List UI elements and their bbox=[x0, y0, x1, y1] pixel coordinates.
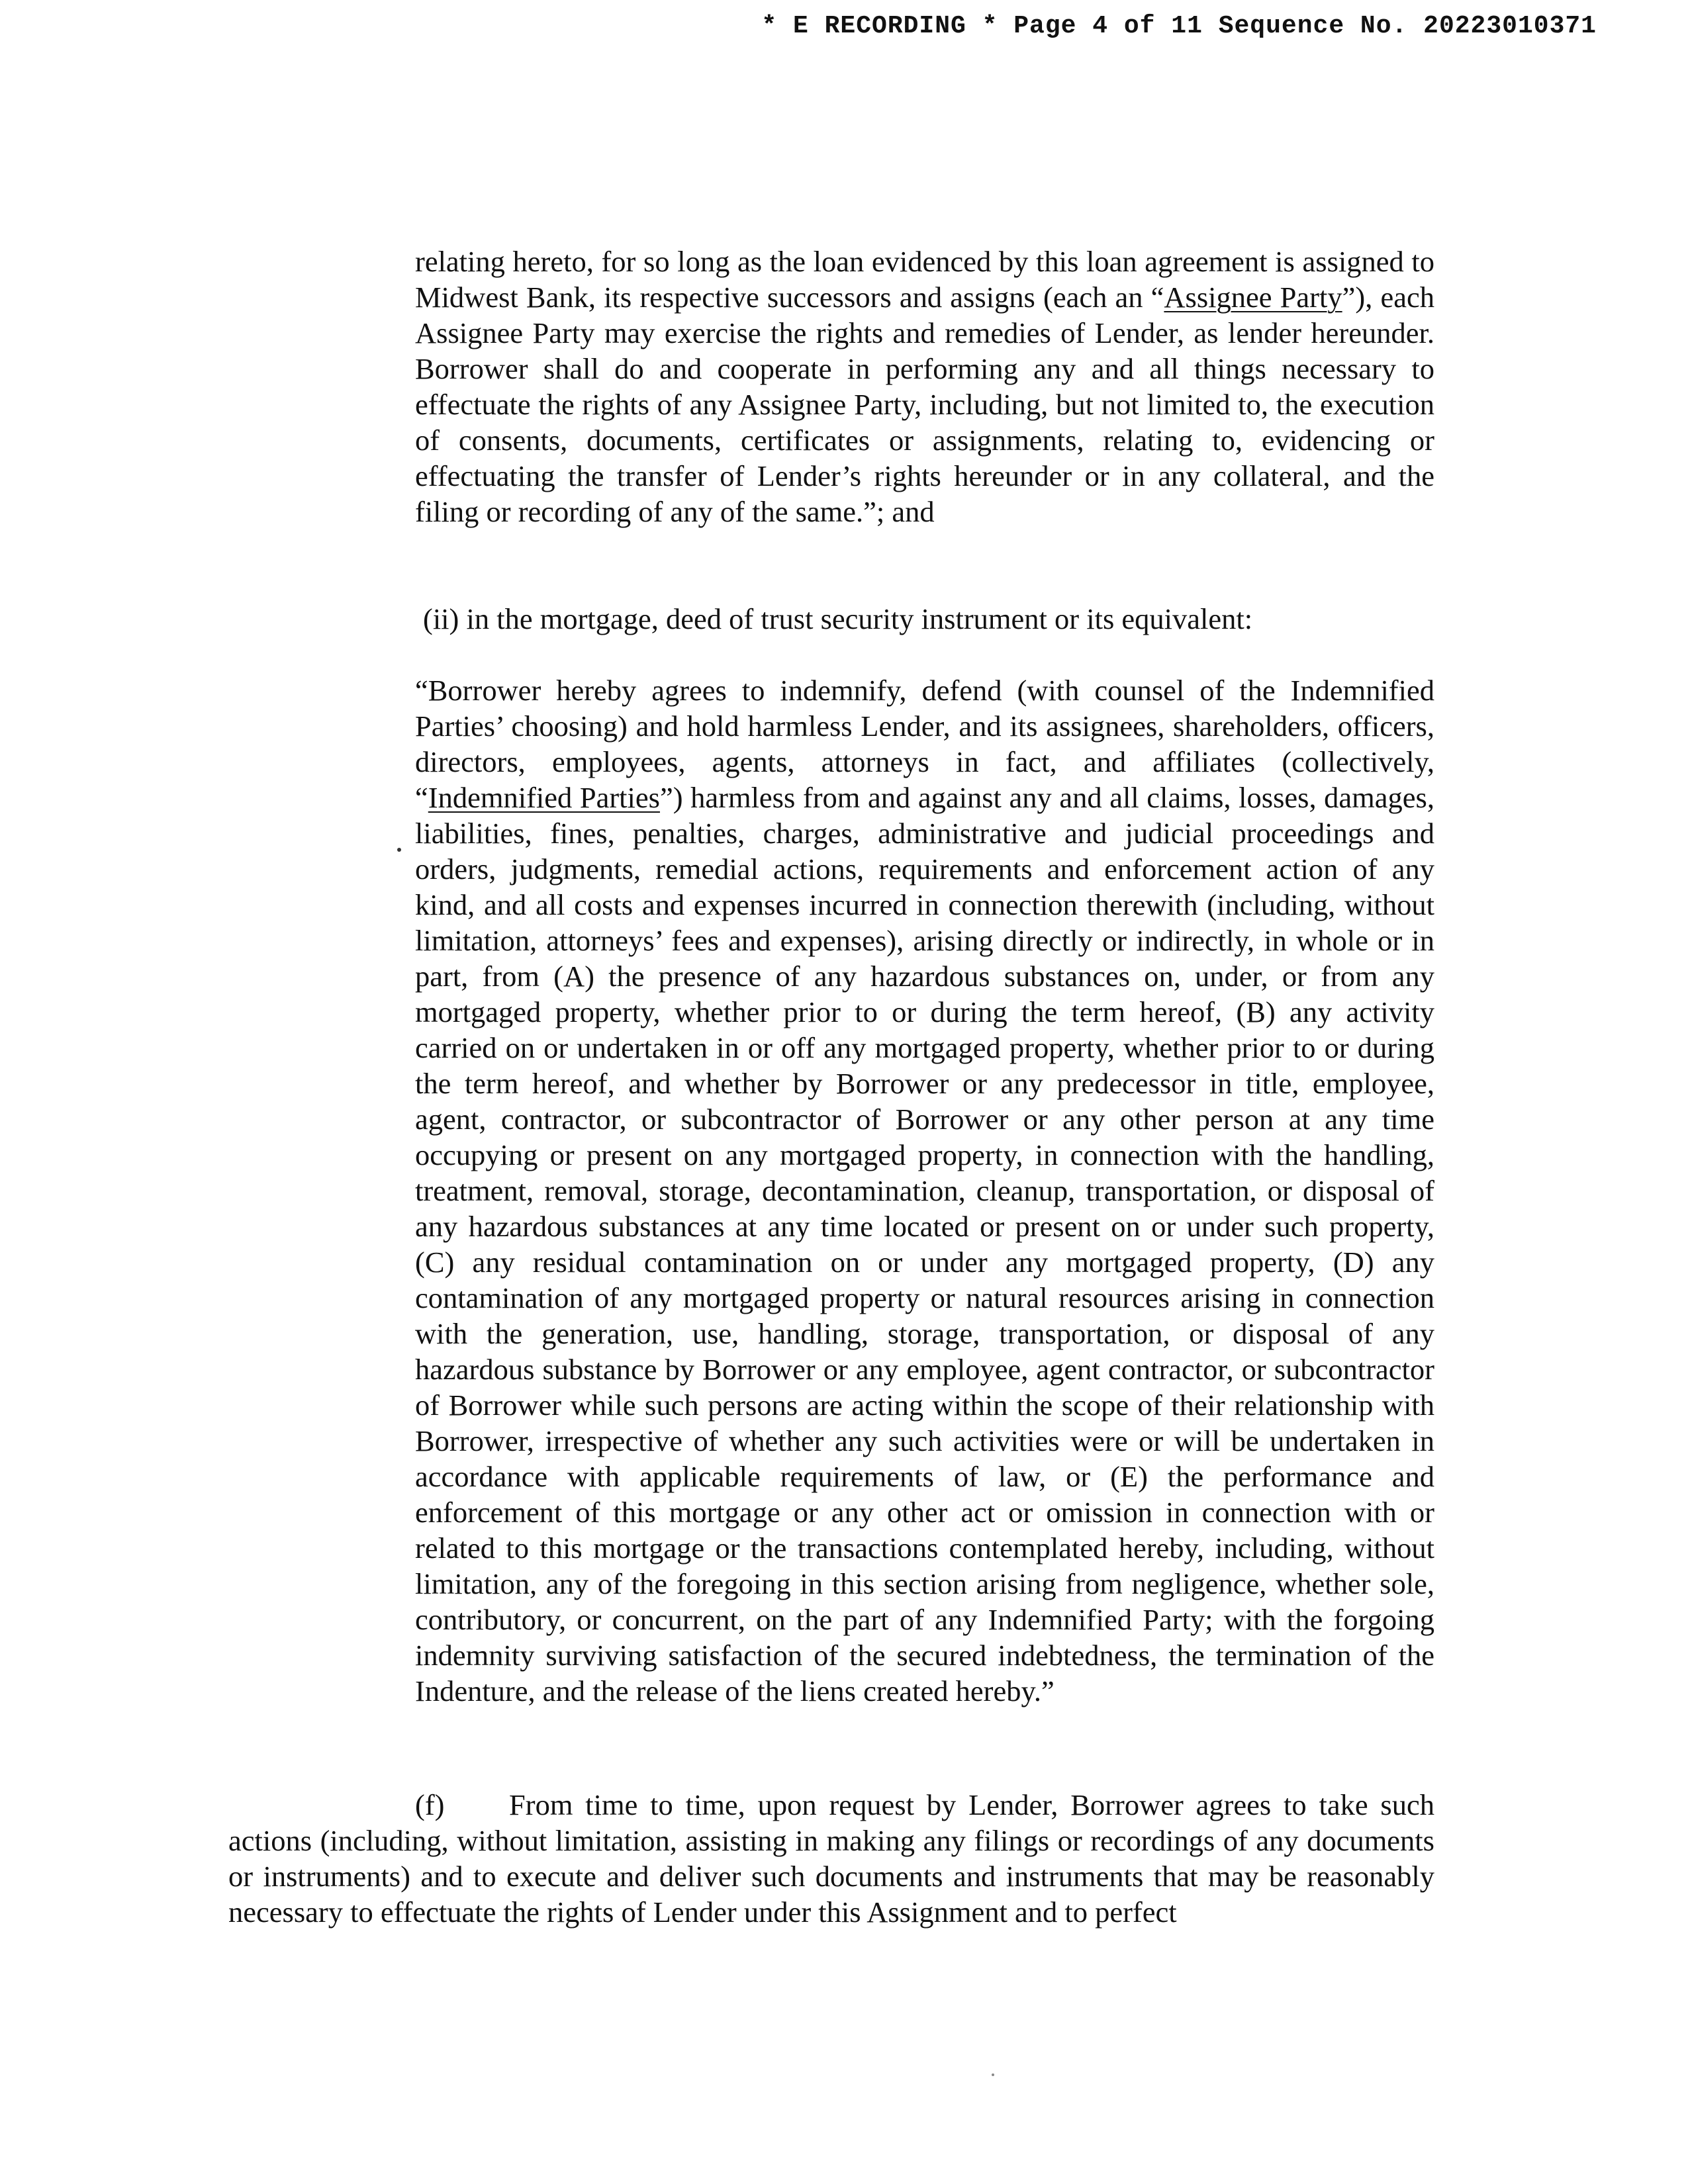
assignee-party-clause bbox=[415, 244, 1434, 529]
paragraph-f-text: From time to time, upon request by Lender, Borrower agrees to take such actions (including, without limitation, assisting in making any filings or recordings of any documents or instruments) and to execute and deliver such documents and instruments that may be reasonably necessary to effectuate the rights of Lender under this Assignment and to perfect bbox=[228, 1788, 1434, 1929]
defined-term-assignee-party: Assignee Party bbox=[1164, 281, 1342, 314]
scan-speck bbox=[397, 848, 401, 852]
assignee-clause-text-start: relating hereto, for so long as the loan evidenced by this loan agreement is assigned to Midwest Bank, its respective successors and assigns (each an “ bbox=[415, 245, 1434, 314]
defined-term-indemnified-parties: Indemnified Parties bbox=[428, 781, 660, 814]
indemnification-text-start: “Borrower hereby agrees to indemnify, defend (with counsel of the Indemnified Parties’ choosing) and hold harmless Lender, and its assignees, shareholders, officers, directors, employees, agents, attorneys in fact, and affiliates (collectively, “ bbox=[415, 674, 1434, 814]
recording-stamp-header: * E RECORDING * Page 4 of 11 Sequence No. 20223010371 bbox=[761, 12, 1597, 40]
indemnification-text-end: ”) harmless from and against any and all claims, losses, damages, liabilities, fines, penalties, charges, administrative and judicial proceedings and orders, judgments, remedial actions, requirements and enforcement action of any kind, and all costs and expenses incurred in connection therewith (including, without limitation, attorneys’ fees and expenses), arising directly or indirectly, in whole or in part, from (A) the presence of any hazardous substances on, under, or from any mortgaged property, whether prior to or during the term hereof, (B) any activity carried on or undertaken in or off any mortgaged property, whether prior to or during the term hereof, and whether by Borrower or any predecessor in title, employee, agent, contractor, or subcontractor of Borrower or any other person at any time occupying or present on any mortgaged property, in connection with the handling, treatment, removal, storage, decontamination, cleanup, transportation, or disposal of any hazardous substances at any time located or present on or under such property, (C) any residual contamination on or under any mortgaged property, (D) any contamination of any mortgaged property or natural resources arising in connection with the generation, use, handling, storage, transportation, or disposal of any hazardous substance by Borrower or any employee, agent contractor, or subcontractor of Borrower while such persons are acting within the scope of their relationship with Borrower, irrespective of whether any such activities were or will be undertaken in accordance with applicable requirements of law, or (E) the performance and enforcement of this mortgage or any other act or omission in connection with or related to this mortgage or the transactions contemplated hereby, including, without limitation, any of the foregoing in this section arising from negligence, whether sole, contributory, or concurrent, on the part of any Indemnified Party; with the forgoing indemnity surviving satisfaction of the secured indebtedness, the termination of the Indenture, and the release of the liens created hereby.” bbox=[415, 781, 1434, 1707]
assignee-clause-text-end: ”), each Assignee Party may exercise the rights and remedies of Lender, as lender hereunder. Borrower shall do and cooperate in performing any and all things necessary to effectuate the rights of any Assignee Party, including, but not limited to, the execution of consents, documents, certificates or assignments, relating to, evidencing or effectuating the transfer of Lender’s rights hereunder or in any collateral, and the filing or recording of any of the same.”; and bbox=[415, 281, 1434, 528]
indemnification-clause bbox=[415, 672, 1434, 1709]
item-ii-heading: (ii) in the mortgage, deed of trust security instrument or its equivalent: bbox=[423, 602, 1253, 635]
paragraph-f bbox=[228, 1787, 1434, 1966]
scan-speck bbox=[992, 2073, 994, 2076]
paragraph-f-marker: (f) bbox=[415, 1788, 445, 1821]
